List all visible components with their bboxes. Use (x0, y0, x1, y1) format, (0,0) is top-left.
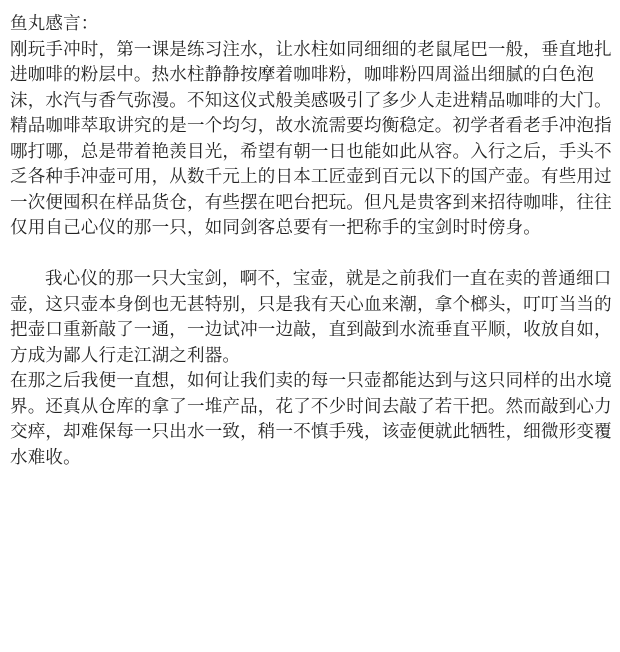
article-title: 鱼丸感言： (10, 14, 99, 34)
paragraph-4: 在那之后我便一直想，如何让我们卖的每一只壶都能达到与这只同样的出水境界。还真从仓库的拿了一堆产品，花了不少时间去敲了若干把。然而敲到心力交瘁，却难保每一只出水一致，稍一不慎手残，该壶便就此牺牲，细微形变覆水难收。 (10, 371, 612, 468)
paragraph-3: 我心仪的那一只大宝剑，啊不，宝壶，就是之前我们一直在卖的普通细口壶，这只壶本身倒也无甚特别，只是我有天心血来潮，拿个榔头，叮叮当当的把壶口重新敲了一通，一边试冲一边敲，直到敲到水流垂直平顺，收放自如，方成为鄙人行走江湖之利器。 (10, 269, 612, 366)
paragraph-spacer (10, 242, 615, 268)
article (10, 12, 615, 471)
paragraph-1: 刚玩手冲时，第一课是练习注水，让水柱如同细细的老鼠尾巴一般，垂直地扎进咖啡的粉层中。热水柱静静按摩着咖啡粉，咖啡粉四周溢出细腻的白色泡沫，水汽与香气弥漫。不知这仪式般美感吸引了多少人走进精品咖啡的大门。 (10, 39, 612, 111)
paragraph-2: 精品咖啡萃取讲究的是一个均匀，故水流需要均衡稳定。初学者看老手冲泡指哪打哪，总是带着艳羡目光，希望有朝一日也能如此从容。入行之后，手头不乏各种手冲壶可用，从数千元上的日本工匠壶到百元以下的国产壶。有些用过一次便囤积在样品货仓，有些摆在吧台把玩。但凡是贵客到来招待咖啡，往往仅用自己心仪的那一只，如同剑客总要有一把称手的宝剑时时傍身。 (10, 116, 612, 238)
